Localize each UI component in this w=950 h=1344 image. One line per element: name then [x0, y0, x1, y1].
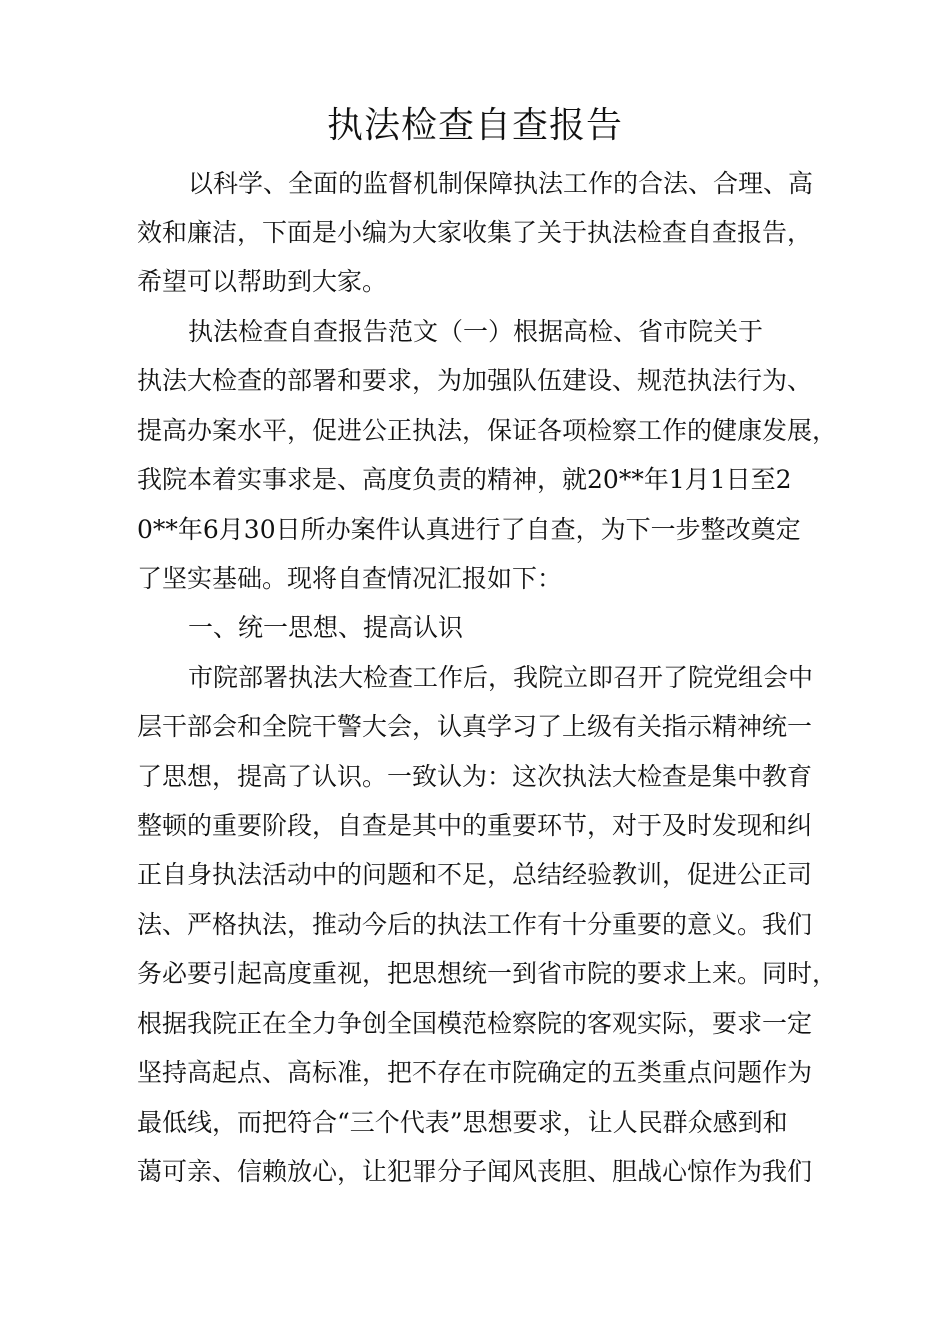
paragraph-line: 市院部署执法大检查工作后，我院立即召开了院党组会中 [188, 663, 814, 692]
paragraph-line: 执法大检查的部署和要求，为加强队伍建设、规范执法行为、 [137, 366, 813, 395]
paragraph-line: 了思想，提高了认识。一致认为：这次执法大检查是集中教育 [137, 762, 813, 791]
paragraph-line: 正自身执法活动中的问题和不足，总结经验教训，促进公正司 [137, 860, 813, 889]
document-title: 执法检查自查报告 [326, 105, 623, 146]
paragraph-line: 务必要引起高度重视，把思想统一到省市院的要求上来。同时， [137, 959, 838, 988]
paragraph-line: 我院本着实事求是、高度负责的精神，就20**年1月1日至2 [137, 465, 792, 494]
paragraph-line: 0**年6月30日所办案件认真进行了自查，为下一步整改奠定 [137, 515, 801, 544]
paragraph-line: 提高办案水平，促进公正执法，保证各项检察工作的健康发展， [137, 416, 838, 445]
section-heading: 一、统一思想、提高认识 [188, 613, 464, 642]
paragraph-line: 了坚实基础。现将自查情况汇报如下： [137, 564, 563, 593]
paragraph-line: 效和廉洁，下面是小编为大家收集了关于执法检查自查报告， [137, 218, 813, 247]
paragraph-line: 整顿的重要阶段，自查是其中的重要环节，对于及时发现和纠 [137, 811, 813, 840]
paragraph-line: 以科学、全面的监督机制保障执法工作的合法、合理、高 [188, 169, 814, 198]
paragraph-line: 法、严格执法，推动今后的执法工作有十分重要的意义。我们 [137, 910, 813, 939]
paragraph-line: 希望可以帮助到大家。 [137, 267, 388, 296]
paragraph-line: 最低线，而把符合“三个代表”思想要求，让人民群众感到和 [137, 1108, 788, 1137]
paragraph-line: 蔼可亲、信赖放心，让犯罪分子闻风丧胆、胆战心惊作为我们 [137, 1157, 813, 1186]
paragraph-line: 根据我院正在全力争创全国模范检察院的客观实际，要求一定 [137, 1009, 813, 1038]
paragraph-line: 层干部会和全院干警大会，认真学习了上级有关指示精神统一 [137, 712, 813, 741]
paragraph-line: 执法检查自查报告范文（一）根据高检、省市院关于 [188, 317, 764, 346]
paragraph-line: 坚持高起点、高标准，把不存在市院确定的五类重点问题作为 [137, 1058, 813, 1087]
